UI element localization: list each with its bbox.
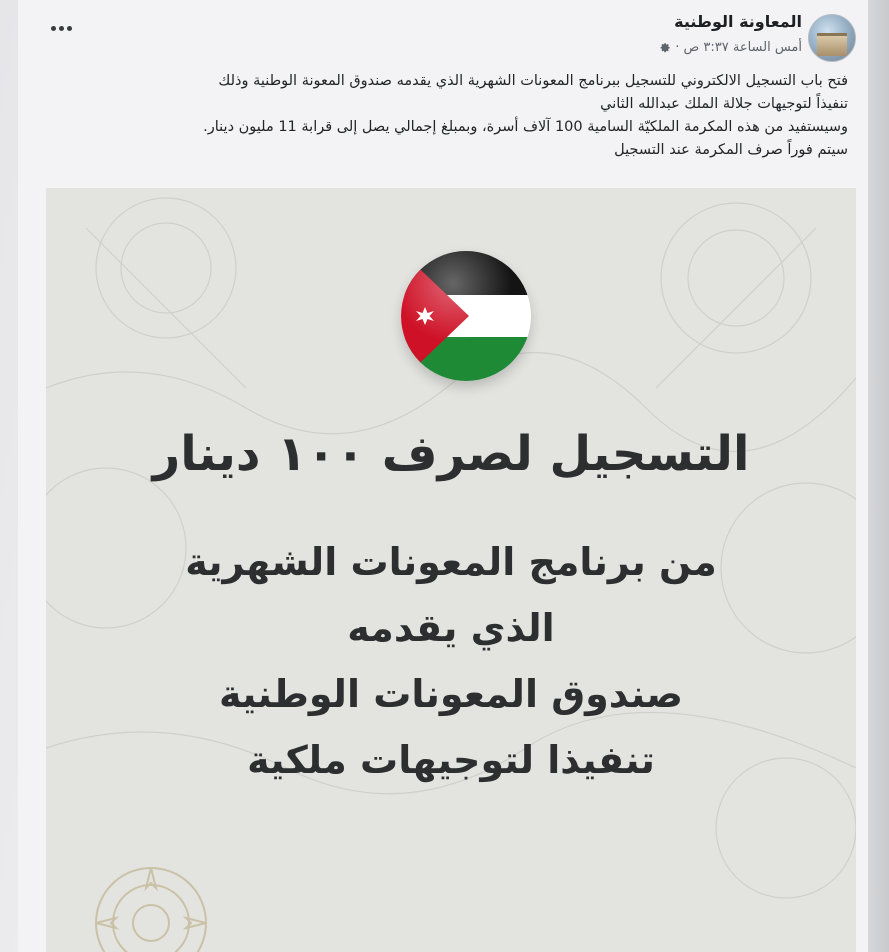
avatar-building-icon [817,33,847,56]
more-options-dot [67,26,72,31]
more-options-icon [51,26,56,31]
image-text-line: الذي يقدمه [347,606,555,650]
image-text-line: تنفيذا لتوجيهات ملكية [247,738,655,782]
image-text-line: صندوق المعونات الوطنية [219,672,683,716]
post-text-line: فتح باب التسجيل الالكتروني للتسجيل ببرنامج المعونات الشهرية الذي يقدمه صندوق المعونة الوطنية وذلك [218,73,848,89]
more-options-button[interactable] [46,18,76,38]
more-options-dot [59,26,64,31]
adjacent-post-edge [865,0,889,952]
image-text-line: من برنامج المعونات الشهرية [185,540,717,584]
page-avatar[interactable] [808,14,856,62]
post-image[interactable] [46,188,856,952]
post-text-line: وسيستفيد من هذه المكرمة الملكيّة السامية 100 آلاف أسرة، وبمبلغ إجمالي يصل إلى قرابة 11 مليون دينار. [203,119,848,135]
ornamental-seal-icon [86,858,216,952]
page-name-link[interactable]: المعاونة الوطنية [674,12,802,31]
jordan-flag-icon [401,251,531,381]
post-body-text [38,70,848,162]
post-timestamp[interactable]: أمس الساعة ٣:٣٧ ص · [675,40,802,55]
post-text-line: سيتم فوراً صرف المكرمة عند التسجيل [614,142,848,158]
gear-icon[interactable] [658,41,671,54]
post-meta [658,40,802,55]
facebook-post [18,0,868,952]
post-header [18,0,868,70]
post-text-line: تنفيذاً لتوجيهات جلالة الملك عبدالله الثاني [600,96,848,112]
image-title: التسجيل لصرف ١٠٠ دينار [152,426,750,482]
